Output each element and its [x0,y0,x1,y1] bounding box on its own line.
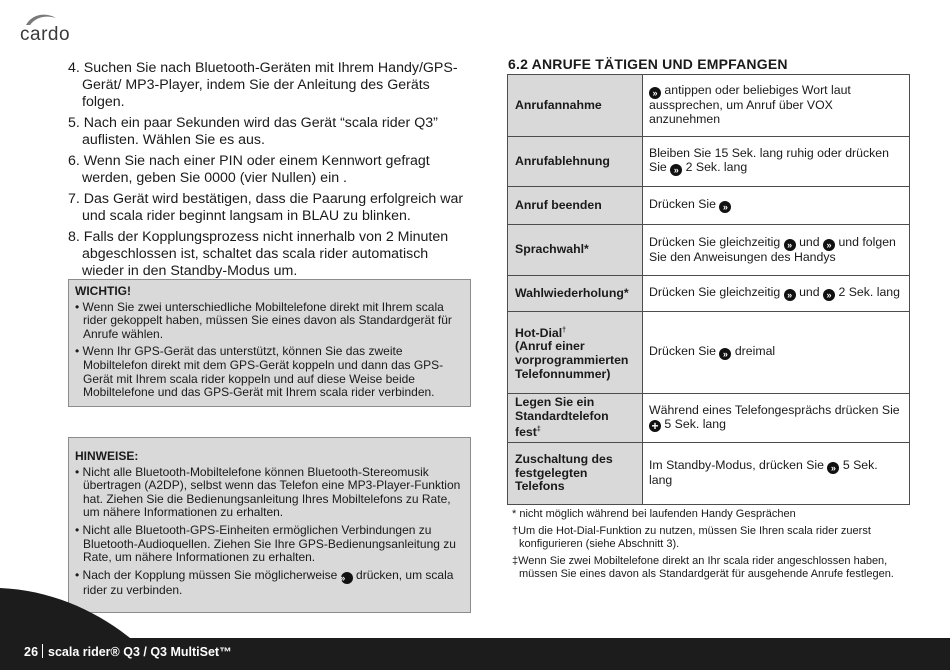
important-item: • Wenn Ihr GPS-Gerät das unterstützt, können Sie das zweite Mobiltelefon direkt mit dem GPS-Gerät koppeln und dann das GPS-Gerät mit Ihrem scala rider koppeln und auf diese Weise beide Mobiltelefone und das GPS-Gerät mit Ihrem scala rider verbinden. [75,345,464,399]
footer-product-name: scala rider® Q3 / Q3 MultiSet™ [48,645,232,659]
important-item: • Wenn Sie zwei unterschiedliche Mobiltelefone direkt mit Ihrem scala rider gekoppelt haben, müssen Sie eines davon als Standardgerät für Anrufe wählen. [75,301,464,342]
table-row [508,312,910,394]
notes-title: HINWEISE: [75,449,139,463]
mobile-button-icon: » [784,289,796,301]
plus-button-icon: + [649,420,661,432]
table-row [508,394,910,443]
mobile-button-icon: » [823,239,835,251]
row-label: Legen Sie ein Standardtelefon fest‡ [508,394,643,443]
important-box [68,279,471,407]
table-row [508,137,910,187]
row-action: Drücken Sie » dreimal [643,312,910,394]
logo-text: cardo [20,24,71,45]
table-row [508,187,910,225]
step-4: 4. Suchen Sie nach Bluetooth-Geräten mit Ihrem Handy/GPS-Gerät/ MP3-Player, indem Sie der Anleitung des Geräts folgen. [68,60,458,110]
table-row [508,276,910,312]
step-5: 5. Nach ein paar Sekunden wird das Gerät “scala rider Q3” auflisten. Wählen Sie es aus. [68,115,438,148]
row-label: Sprachwahl* [508,225,643,276]
notes-item: • Nicht alle Bluetooth-GPS-Einheiten ermöglichen Verbindungen zu Bluetooth-Audioquellen. Ziehen Sie Ihre GPS-Bedienungsanleitung zu Rate, um nähere Informationen zu erhalten. [75,524,464,565]
important-title: WICHTIG! [75,284,131,298]
mobile-button-icon: » [719,201,731,213]
mobile-button-icon: » [823,289,835,301]
table-row [508,225,910,276]
mobile-button-icon: » [341,572,353,584]
pairing-steps [68,60,472,284]
table-footnotes [512,508,912,585]
table-row [508,442,910,504]
notes-item-post: drücken, um scala rider zu verbinden. [83,567,454,597]
page-number: 26 [24,645,39,659]
row-label: Zuschaltung des festgelegten Telefons [508,442,643,504]
footer-wave-decoration [0,580,130,640]
step-8: 8. Falls der Kopplungsprozess nicht innerhalb von 2 Minuten abgeschlossen ist, schaltet das scala rider automatisch wieder in den Standby-Modus um. [68,229,449,279]
mobile-button-icon: » [784,239,796,251]
row-action: Drücken Sie » [643,187,910,225]
row-label: Anrufablehnung [508,137,643,187]
step-7: 7. Das Gerät wird bestätigen, dass die Paarung erfolgreich war und scala rider beginnt langsam in BLAU zu blinken. [68,191,464,224]
calls-table [507,74,910,505]
row-action: Drücken Sie gleichzeitig » und » 2 Sek. lang [643,276,910,312]
row-action: Bleiben Sie 15 Sek. lang ruhig oder drücken Sie » 2 Sek. lang [643,137,910,187]
row-label: Hot-Dial† (Anruf einer vorprogrammierten Telefonnummer) [508,312,643,394]
mobile-button-icon: » [649,87,661,99]
footnote: ‡Wenn Sie zwei Mobiltelefone direkt an Ihr scala rider angeschlossen haben, müssen Sie eines davon als Standardgerät für ausgehende Anrufe festlegen. [512,555,894,580]
row-label: Wahlwiederholung* [508,276,643,312]
notes-item: • Nicht alle Bluetooth-Mobiltelefone können Bluetooth-Stereomusik übertragen (A2DP), selbst wenn das Telefon eine MP3-Player-Funktion hat. Ziehen Sie die Bedienungsanleitung Ihres Mobiltelefons zu Rate, um nähere Informationen zu erhalten. [75,466,464,520]
table-row [508,75,910,137]
footnote: †Um die Hot-Dial-Funktion zu nutzen, müssen Sie Ihren scala rider zuerst konfigurieren (siehe Abschnitt 3). [512,525,871,550]
notes-item [75,569,464,598]
footer-divider [42,644,43,658]
row-action: Im Standby-Modus, drücken Sie » 5 Sek. lang [643,442,910,504]
row-action: Während eines Telefongesprächs drücken Sie + 5 Sek. lang [643,394,910,443]
row-label: Anruf beenden [508,187,643,225]
row-label: Anrufannahme [508,75,643,137]
mobile-button-icon: » [719,348,731,360]
notes-item-pre: Nach der Kopplung müssen Sie möglicherweise [82,567,338,582]
step-6: 6. Wenn Sie nach einer PIN oder einem Kennwort gefragt werden, geben Sie 0000 (vier Nullen) ein . [68,153,430,186]
row-action: Drücken Sie gleichzeitig » und » und folgen Sie den Anweisungen des Handys [643,225,910,276]
cardo-logo [20,12,72,44]
row-action: » antippen oder beliebiges Wort laut aussprechen, um Anruf über VOX anzunehmen [643,75,910,137]
mobile-button-icon: » [670,164,682,176]
section-title: 6.2 ANRUFE TÄTIGEN UND EMPFANGEN [508,56,788,72]
mobile-button-icon: » [827,462,839,474]
footnote: * nicht möglich während bei laufenden Handy Gesprächen [512,508,796,520]
